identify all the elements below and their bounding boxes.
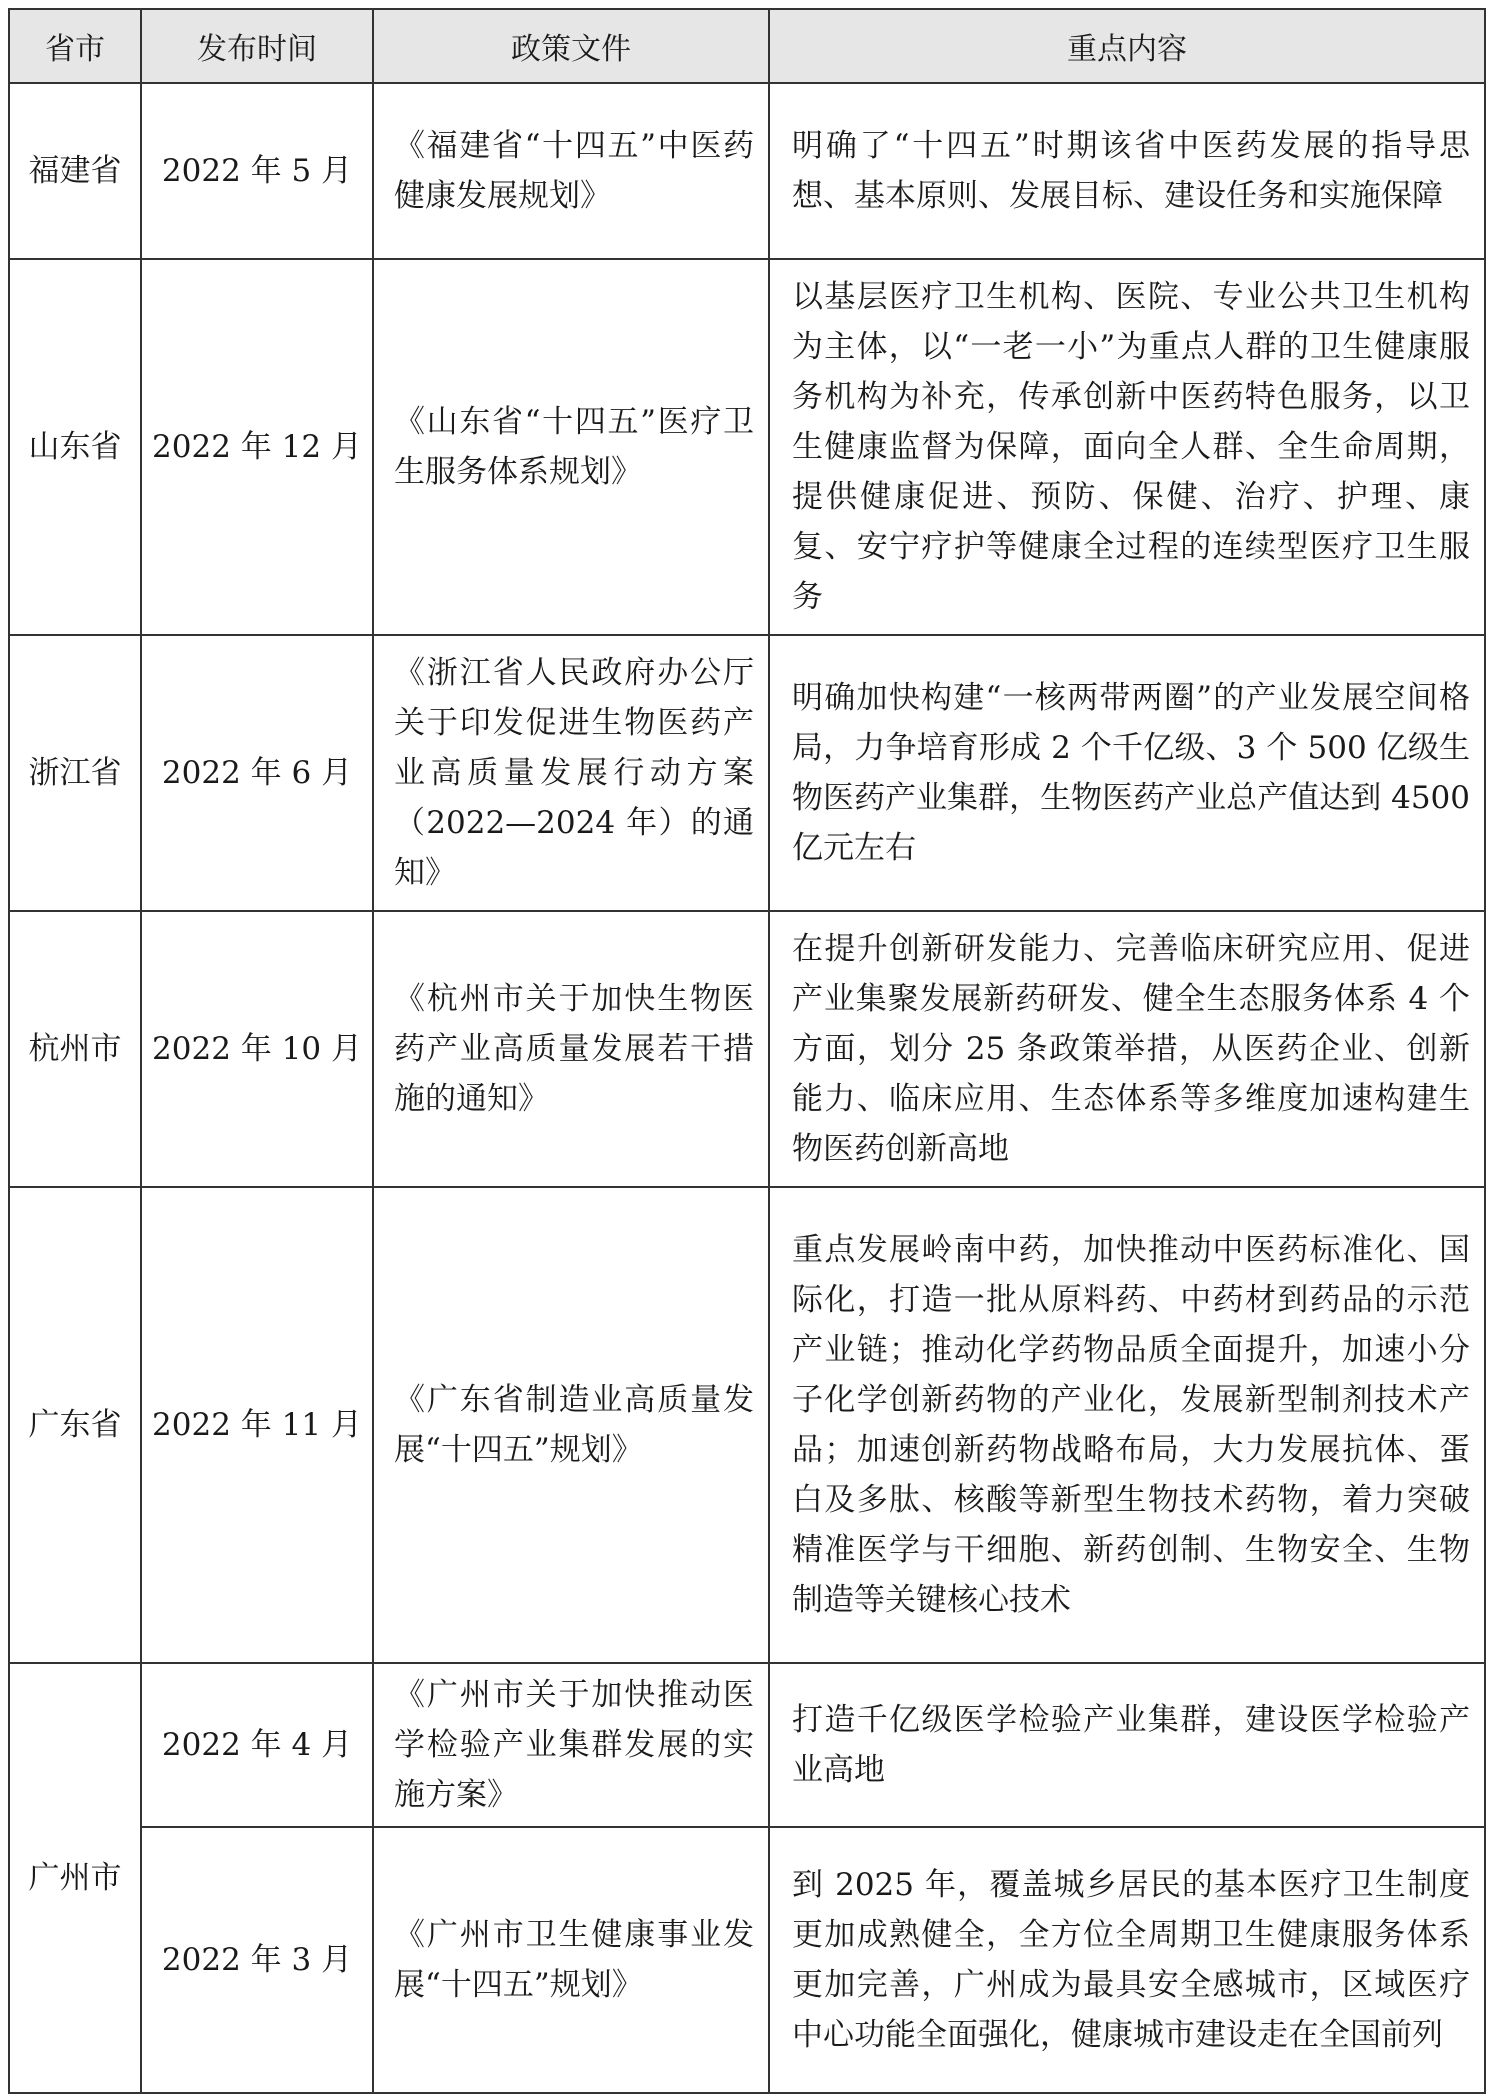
content-cell: 明确了“十四五”时期该省中医药发展的指导思想、基本原则、发展目标、建设任务和实施保障 [769,83,1485,259]
date-cell: 2022 年 5 月 [141,83,373,259]
document-cell: 《广东省制造业高质量发展“十四五”规划》 [373,1187,769,1663]
header-date: 发布时间 [141,9,373,83]
document-cell: 《广州市卫生健康事业发展“十四五”规划》 [373,1827,769,2093]
document-cell: 《杭州市关于加快生物医药产业高质量发展若干措施的通知》 [373,911,769,1187]
content-cell: 到 2025 年，覆盖城乡居民的基本医疗卫生制度更加成熟健全，全方位全周期卫生健康服务体系更加完善，广州成为最具安全感城市，区域医疗中心功能全面强化，健康城市建设走在全国前列 [769,1827,1485,2093]
table-row [9,911,1485,1187]
province-cell: 山东省 [9,259,141,635]
province-cell: 杭州市 [9,911,141,1187]
document-cell: 《福建省“十四五”中医药健康发展规划》 [373,83,769,259]
policy-table [8,8,1486,2094]
date-cell: 2022 年 10 月 [141,911,373,1187]
document-cell: 《广州市关于加快推动医学检验产业集群发展的实施方案》 [373,1663,769,1827]
date-cell: 2022 年 11 月 [141,1187,373,1663]
date-cell: 2022 年 4 月 [141,1663,373,1827]
document-cell: 《山东省“十四五”医疗卫生服务体系规划》 [373,259,769,635]
date-cell: 2022 年 6 月 [141,635,373,911]
table-row [9,635,1485,911]
province-cell: 广州市 [9,1663,141,2093]
date-cell: 2022 年 3 月 [141,1827,373,2093]
province-cell: 广东省 [9,1187,141,1663]
province-cell: 福建省 [9,83,141,259]
table-header-row [9,9,1485,83]
content-cell: 以基层医疗卫生机构、医院、专业公共卫生机构为主体，以“一老一小”为重点人群的卫生健康服务机构为补充，传承创新中医药特色服务，以卫生健康监督为保障，面向全人群、全生命周期，提供健康促进、预防、保健、治疗、护理、康复、安宁疗护等健康全过程的连续型医疗卫生服务 [769,259,1485,635]
table-row [9,1663,1485,1827]
content-cell: 重点发展岭南中药，加快推动中医药标准化、国际化，打造一批从原料药、中药材到药品的示范产业链；推动化学药物品质全面提升，加速小分子化学创新药物的产业化，发展新型制剂技术产品；加速创新药物战略布局，大力发展抗体、蛋白及多肽、核酸等新型生物技术药物，着力突破精准医学与干细胞、新药创制、生物安全、生物制造等关键核心技术 [769,1187,1485,1663]
province-cell: 浙江省 [9,635,141,911]
table-row [9,83,1485,259]
content-cell: 在提升创新研发能力、完善临床研究应用、促进产业集聚发展新药研发、健全生态服务体系 4 个方面，划分 25 条政策举措，从医药企业、创新能力、临床应用、生态体系等多维度加速构建生物医药创新高地 [769,911,1485,1187]
header-content: 重点内容 [769,9,1485,83]
content-cell: 明确加快构建“一核两带两圈”的产业发展空间格局，力争培育形成 2 个千亿级、3 个 500 亿级生物医药产业集群，生物医药产业总产值达到 4500 亿元左右 [769,635,1485,911]
header-province: 省市 [9,9,141,83]
header-document: 政策文件 [373,9,769,83]
table-row [9,1187,1485,1663]
table-row [9,1827,1485,2093]
content-cell: 打造千亿级医学检验产业集群，建设医学检验产业高地 [769,1663,1485,1827]
document-cell: 《浙江省人民政府办公厅关于印发促进生物医药产业高质量发展行动方案（2022—2024 年）的通知》 [373,635,769,911]
table-row [9,259,1485,635]
date-cell: 2022 年 12 月 [141,259,373,635]
